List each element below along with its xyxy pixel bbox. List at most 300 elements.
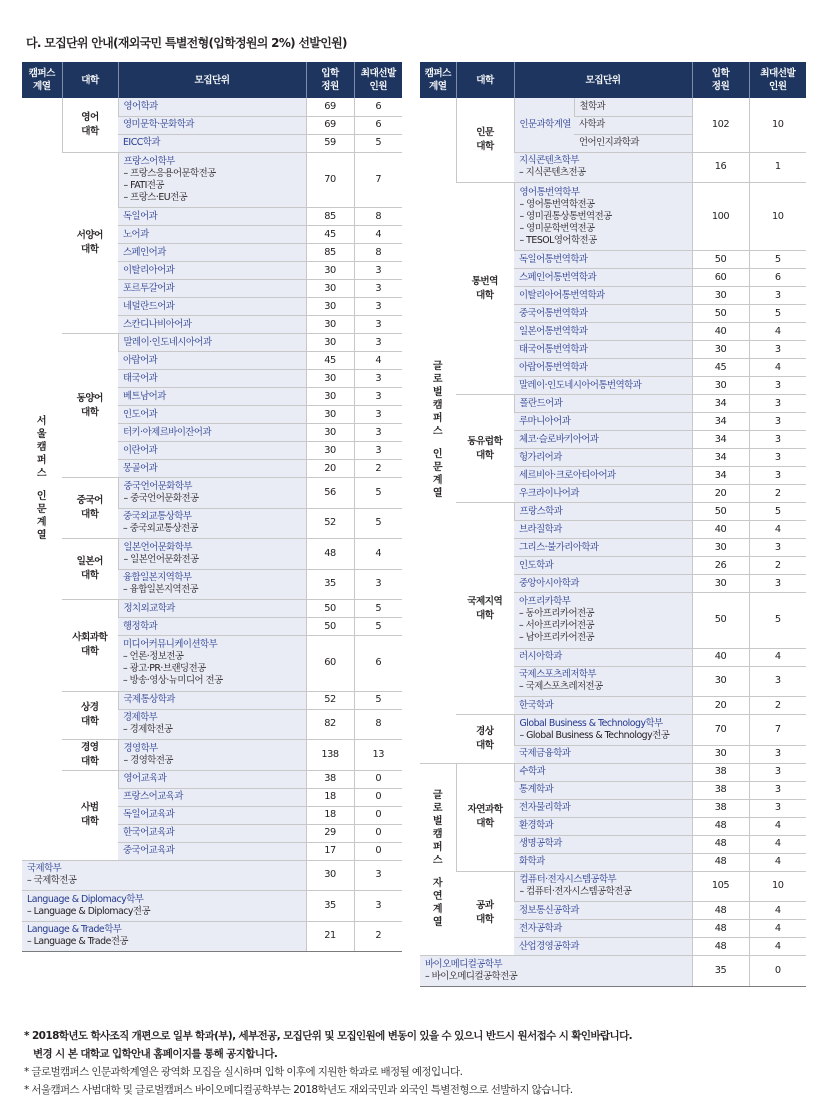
quota-cell: 30	[306, 424, 354, 442]
unit-cell	[514, 593, 692, 649]
campus-cell	[22, 98, 62, 860]
max-cell: 4	[749, 938, 806, 956]
quota-cell: 18	[306, 806, 354, 824]
unit-cell	[514, 817, 692, 835]
max-cell: 3	[354, 262, 402, 280]
max-cell: 2	[354, 921, 402, 952]
unit-cell	[514, 467, 692, 485]
college-name: 통번역 대학	[471, 275, 498, 301]
unit-cell	[514, 485, 692, 503]
unit-cell	[514, 269, 692, 287]
max-cell: 2	[354, 460, 402, 478]
unit-name: 일본어통번역학과	[519, 325, 588, 337]
unit-name: 국제금융학과	[519, 748, 571, 759]
unit-cell	[514, 715, 692, 746]
unit-name: 스페인어통번역학과	[519, 271, 597, 283]
college-name: 경영 대학	[80, 741, 99, 767]
college-name: 국제지역 대학	[467, 595, 503, 621]
unit-cell	[514, 287, 692, 305]
quota-cell: 30	[306, 298, 354, 316]
unit-subline: – 경제학전공	[123, 724, 173, 736]
header-college: 대학	[456, 62, 514, 98]
footnote-1-continued: 변경 시 본 대학교 입학안내 홈페이지를 통해 공지합니다.	[33, 1048, 278, 1060]
unit-cell	[22, 921, 306, 952]
max-cell: 5	[354, 134, 402, 152]
max-cell: 10	[749, 871, 806, 902]
unit-cell	[514, 763, 692, 781]
unit-name: 화학과	[519, 856, 545, 867]
quota-cell: 38	[692, 763, 749, 781]
unit-subline: – 언론·정보전공	[123, 651, 184, 663]
max-cell: 6	[354, 98, 402, 116]
footnote-1: * 2018학년도 학사조직 개편으로 일부 학과(부), 세부전공, 모집단위 및 모집인원에 변동이 있을 수 있으니 반드시 원서접수 시 확인바랍니다.	[24, 1030, 633, 1042]
unit-name: 정치외교학과	[123, 602, 175, 614]
max-cell: 3	[354, 316, 402, 334]
quota-cell: 45	[306, 352, 354, 370]
unit-cell	[118, 98, 306, 116]
unit-cell	[514, 745, 692, 763]
max-cell: 0	[749, 956, 806, 987]
quota-cell: 34	[692, 395, 749, 413]
table-header-row	[420, 62, 806, 98]
quota-cell: 30	[692, 575, 749, 593]
max-cell: 1	[749, 152, 806, 183]
quota-cell: 16	[692, 152, 749, 183]
max-cell: 3	[749, 413, 806, 431]
max-cell: 3	[749, 781, 806, 799]
college-cell	[456, 503, 514, 715]
unit-name: 중국어교육과	[123, 845, 175, 856]
unit-subline: – Language & Diplomacy전공	[27, 905, 151, 917]
unit-name: 국제학부	[27, 863, 62, 875]
quota-cell: 50	[692, 593, 749, 649]
unit-name: 프랑스어교육과	[123, 791, 183, 802]
unit-cell	[118, 618, 306, 636]
unit-name: 전자공학과	[519, 922, 562, 934]
unit-name: 미디어커뮤니케이션학부	[123, 639, 218, 651]
campus-name: 서 울 캠 퍼 스 인 문 계 열	[36, 416, 47, 542]
max-cell: 7	[749, 715, 806, 746]
unit-name: 경영학부	[123, 742, 158, 754]
unit-cell	[118, 770, 306, 788]
quota-cell: 45	[692, 359, 749, 377]
college-name: 일본어 대학	[76, 556, 103, 581]
college-cell	[62, 478, 118, 539]
unit-cell	[22, 860, 306, 891]
unit-cell	[514, 251, 692, 269]
unit-name: 영어교육과	[123, 773, 167, 784]
unit-cell	[514, 666, 692, 697]
quota-cell: 30	[306, 406, 354, 424]
unit-subline: – 지식콘텐츠전공	[519, 167, 586, 179]
unit-cell	[118, 424, 306, 442]
max-cell: 4	[749, 648, 806, 666]
unit-name: 독일어통번역학과	[519, 253, 588, 265]
unit-cell	[514, 395, 692, 413]
unit-subline: – 일본언어문화전공	[123, 553, 199, 565]
quota-cell: 30	[692, 745, 749, 763]
college-cell	[62, 691, 118, 740]
quota-cell: 26	[692, 557, 749, 575]
unit-cell	[118, 788, 306, 806]
unit-subline: – 영어통번역학전공	[519, 198, 595, 210]
unit-subline: – 프랑스응용어문학전공	[123, 167, 216, 179]
unit-name: 스칸디나비아어과	[123, 318, 192, 330]
max-cell: 3	[749, 467, 806, 485]
quota-cell: 70	[692, 715, 749, 746]
quota-cell: 30	[692, 377, 749, 395]
unit-cell	[118, 388, 306, 406]
unit-name: Language & Diplomacy학부	[27, 893, 144, 905]
quota-cell: 52	[306, 508, 354, 539]
max-cell: 0	[354, 788, 402, 806]
max-cell: 10	[749, 98, 806, 152]
quota-cell: 34	[692, 431, 749, 449]
quota-cell: 18	[306, 788, 354, 806]
max-cell: 3	[354, 370, 402, 388]
quota-cell: 34	[692, 449, 749, 467]
unit-cell	[514, 341, 692, 359]
unit-name: 헝가리어과	[519, 451, 562, 463]
unit-name: 컴퓨터·전자시스템공학부	[519, 874, 617, 886]
unit-name: 중국언어문화학부	[123, 480, 192, 492]
college-cell	[456, 715, 514, 764]
unit-cell	[118, 298, 306, 316]
division-subunit: 사학과	[574, 116, 692, 134]
table-header-row	[22, 62, 402, 98]
max-cell: 3	[354, 334, 402, 352]
unit-subline: – 동아프리카어전공	[519, 608, 595, 620]
max-cell: 3	[749, 745, 806, 763]
max-cell: 2	[749, 485, 806, 503]
campus-name: 글 로 벌 캠 퍼 스 자 연 계 열	[432, 790, 443, 929]
header-college: 대학	[62, 62, 118, 98]
quota-cell: 38	[306, 770, 354, 788]
quota-cell: 60	[306, 636, 354, 692]
unit-name: 중앙아시아학과	[519, 577, 579, 589]
quota-cell: 59	[306, 134, 354, 152]
left-table-body	[22, 98, 402, 952]
max-cell: 4	[749, 853, 806, 871]
unit-cell	[118, 262, 306, 280]
unit-name: Global Business & Technology학부	[519, 717, 663, 729]
unit-name: 이탈리아어통번역학과	[519, 289, 605, 301]
unit-cell	[514, 449, 692, 467]
unit-cell	[118, 116, 306, 134]
unit-subline: – 국제스포츠레저전공	[519, 681, 603, 693]
unit-cell	[118, 478, 306, 509]
unit-name: 러시아학과	[519, 651, 562, 662]
quota-cell: 50	[692, 305, 749, 323]
max-cell: 7	[354, 152, 402, 208]
unit-cell	[514, 781, 692, 799]
quota-cell: 17	[306, 842, 354, 860]
header-max: 최대선발 인원	[354, 62, 402, 98]
header-unit: 모집단위	[118, 62, 306, 98]
max-cell: 3	[354, 280, 402, 298]
college-cell	[62, 600, 118, 692]
unit-subline: – Language & Trade전공	[27, 936, 128, 948]
max-cell: 4	[749, 902, 806, 920]
unit-cell	[118, 442, 306, 460]
table-row	[22, 600, 402, 618]
unit-name: 수학과	[519, 766, 546, 777]
unit-subline: – 영미문학번역전공	[519, 222, 595, 234]
quota-cell: 50	[692, 251, 749, 269]
college-name: 동양어 대학	[76, 392, 103, 418]
max-cell: 0	[354, 824, 402, 842]
max-cell: 5	[354, 691, 402, 709]
unit-cell	[514, 521, 692, 539]
quota-cell: 70	[306, 152, 354, 208]
max-cell: 3	[749, 395, 806, 413]
quota-cell: 102	[692, 98, 749, 152]
unit-cell	[514, 539, 692, 557]
unit-cell	[118, 152, 306, 208]
unit-cell	[118, 244, 306, 262]
unit-cell	[514, 871, 692, 902]
table-row	[420, 956, 806, 987]
unit-name: 이란어과	[123, 444, 158, 456]
quota-cell: 38	[692, 799, 749, 817]
max-cell: 3	[354, 388, 402, 406]
table-row	[22, 740, 402, 771]
college-cell	[456, 763, 514, 871]
quota-cell: 50	[306, 618, 354, 636]
unit-name: 베트남어과	[123, 390, 166, 402]
unit-cell	[118, 740, 306, 771]
max-cell: 4	[749, 359, 806, 377]
quota-cell: 34	[692, 413, 749, 431]
college-name: 동유럽학 대학	[467, 435, 503, 461]
header-campus: 캠퍼스 계열	[420, 62, 456, 98]
unit-cell	[118, 539, 306, 570]
max-cell: 5	[354, 478, 402, 509]
quota-cell: 69	[306, 98, 354, 116]
quota-cell: 40	[692, 323, 749, 341]
college-cell	[62, 334, 118, 478]
unit-name: 인도학과	[519, 559, 554, 571]
unit-name: 몽골어과	[123, 462, 158, 474]
unit-name: 환경학과	[519, 820, 554, 831]
max-cell: 4	[354, 352, 402, 370]
unit-name: 인도어과	[123, 408, 158, 420]
max-cell: 3	[749, 799, 806, 817]
unit-cell	[118, 406, 306, 424]
unit-subline: – 서아프리카어전공	[519, 620, 595, 632]
table-row	[22, 770, 402, 788]
max-cell: 13	[354, 740, 402, 771]
max-cell: 3	[749, 377, 806, 395]
quota-cell: 60	[692, 269, 749, 287]
unit-name: EICC학과	[123, 137, 160, 148]
unit-cell	[118, 824, 306, 842]
max-cell: 4	[749, 323, 806, 341]
unit-name: 체코·슬로바키아어과	[519, 433, 599, 445]
quota-cell: 138	[306, 740, 354, 771]
unit-cell	[118, 352, 306, 370]
unit-cell	[118, 691, 306, 709]
quota-cell: 85	[306, 208, 354, 226]
unit-name: 영어학과	[123, 100, 158, 112]
unit-cell	[514, 323, 692, 341]
unit-name: 네덜란드어과	[123, 300, 175, 312]
college-name: 경상 대학	[475, 725, 494, 751]
max-cell: 3	[354, 569, 402, 600]
unit-name: 말레이·인도네시아어통번역학과	[519, 379, 642, 391]
unit-subline: – 경영학전공	[123, 754, 173, 766]
max-cell: 3	[749, 763, 806, 781]
unit-name: 아프리카학부	[519, 596, 571, 608]
college-cell	[62, 152, 118, 334]
unit-cell	[118, 709, 306, 740]
quota-cell: 30	[306, 280, 354, 298]
table-row	[22, 334, 402, 352]
unit-cell	[514, 305, 692, 323]
footnote-3: * 서울캠퍼스 사범대학 및 글로벌캠퍼스 바이오메디컬공학부는 2018학년도 재외국민과 외국인 특별전형으로 선발하지 않습니다.	[24, 1084, 573, 1096]
unit-cell	[514, 503, 692, 521]
campus-cell	[420, 763, 456, 956]
page-title: 다. 모집단위 안내(재외국민 특별전형(입학정원의 2%) 선발인원)	[26, 36, 347, 50]
unit-name: 프랑스학과	[519, 505, 563, 517]
header-max: 최대선발 인원	[749, 62, 806, 98]
unit-cell	[22, 891, 306, 922]
college-cell	[62, 539, 118, 600]
max-cell: 3	[749, 575, 806, 593]
table-row	[22, 478, 402, 509]
college-name: 인문 대학	[476, 127, 494, 152]
max-cell: 4	[354, 226, 402, 244]
max-cell: 4	[749, 835, 806, 853]
table-row	[22, 891, 402, 922]
quota-cell: 34	[692, 467, 749, 485]
unit-subline: – FATI전공	[123, 179, 164, 191]
unit-name: 아랍어통번역학과	[519, 361, 588, 373]
unit-name: 아랍어과	[123, 354, 158, 366]
unit-name: 국제스포츠레저학부	[519, 669, 597, 681]
max-cell: 8	[354, 709, 402, 740]
quota-cell: 69	[306, 116, 354, 134]
unit-name: 한국어교육과	[123, 827, 175, 838]
unit-name: 행정학과	[123, 620, 158, 632]
quota-cell: 52	[306, 691, 354, 709]
table-row	[22, 152, 402, 208]
quota-cell: 20	[692, 697, 749, 715]
max-cell: 3	[354, 298, 402, 316]
unit-name: 산업경영공학과	[519, 940, 579, 952]
unit-name: 말레이·인도네시아어과	[123, 336, 212, 348]
unit-name: 일본언어문화학부	[123, 541, 192, 553]
unit-cell	[118, 280, 306, 298]
quota-cell: 29	[306, 824, 354, 842]
max-cell: 10	[749, 183, 806, 251]
quota-cell: 30	[306, 442, 354, 460]
unit-subline: – 국제학전공	[27, 875, 77, 887]
unit-subline: – 남아프리카어전공	[519, 632, 595, 644]
table-row	[22, 691, 402, 709]
unit-cell	[514, 377, 692, 395]
max-cell: 3	[749, 287, 806, 305]
max-cell: 2	[749, 557, 806, 575]
quota-cell: 30	[306, 334, 354, 352]
max-cell: 2	[749, 697, 806, 715]
quota-cell: 100	[692, 183, 749, 251]
college-cell	[62, 740, 118, 771]
unit-name: Language & Trade학부	[27, 924, 122, 936]
unit-cell	[514, 920, 692, 938]
unit-cell	[514, 575, 692, 593]
unit-name: 태국어과	[123, 372, 158, 384]
max-cell: 5	[354, 508, 402, 539]
table-row	[420, 871, 806, 902]
unit-subline: – TESOL영어학전공	[519, 234, 597, 246]
unit-name: 세르비아·크로아티아어과	[519, 469, 616, 481]
unit-cell	[420, 956, 692, 987]
unit-cell	[514, 648, 692, 666]
quota-cell: 30	[692, 539, 749, 557]
unit-cell	[118, 806, 306, 824]
unit-name: 바이오메디컬공학부	[425, 958, 503, 970]
unit-cell	[514, 413, 692, 431]
unit-name: 터키·아제르바이잔어과	[123, 426, 212, 438]
unit-cell	[118, 842, 306, 860]
division-subunit: 철학과	[574, 98, 692, 116]
table-row	[420, 503, 806, 521]
unit-cell	[514, 359, 692, 377]
unit-name: 경제학부	[123, 712, 158, 724]
max-cell: 4	[749, 521, 806, 539]
college-name: 사범 대학	[80, 802, 99, 827]
max-cell: 3	[354, 424, 402, 442]
max-cell: 3	[354, 860, 402, 891]
unit-cell	[514, 938, 692, 956]
table-row	[420, 715, 806, 746]
unit-name: 루마니아어과	[519, 415, 571, 427]
unit-cell	[118, 508, 306, 539]
unit-subline: – 프랑스·EU전공	[123, 191, 188, 203]
table-row	[22, 539, 402, 570]
max-cell: 3	[354, 891, 402, 922]
quota-cell: 35	[692, 956, 749, 987]
quota-cell: 21	[306, 921, 354, 952]
unit-cell	[118, 600, 306, 618]
unit-subline: – 융합일본지역전공	[123, 584, 199, 596]
header-quota: 입학 정원	[306, 62, 354, 98]
quota-cell: 30	[306, 262, 354, 280]
college-name: 공과 대학	[475, 900, 494, 926]
college-cell	[456, 98, 514, 183]
quota-cell: 35	[306, 891, 354, 922]
division-subunit: 언어인지과학과	[574, 134, 692, 152]
quota-cell: 48	[692, 835, 749, 853]
unit-cell	[118, 569, 306, 600]
unit-subline: – 광고·PR·브랜딩전공	[123, 663, 206, 675]
footnote-2: * 글로벌캠퍼스 인문과학계열은 광역화 모집을 실시하며 입학 이후에 지원한 학과로 배정될 예정입니다.	[24, 1066, 463, 1078]
max-cell: 3	[354, 442, 402, 460]
college-name: 사회과학 대학	[72, 632, 108, 658]
college-cell	[62, 98, 118, 152]
unit-name: 노어과	[123, 228, 149, 240]
quota-cell: 40	[692, 648, 749, 666]
unit-subline: – 바이오메디컬공학전공	[425, 970, 518, 982]
quota-cell: 48	[692, 938, 749, 956]
max-cell: 3	[749, 539, 806, 557]
quota-cell: 45	[306, 226, 354, 244]
unit-name: 독일어과	[123, 210, 158, 222]
unit-name: 우크라이나어과	[519, 487, 579, 499]
unit-cell	[118, 134, 306, 152]
unit-cell	[514, 902, 692, 920]
